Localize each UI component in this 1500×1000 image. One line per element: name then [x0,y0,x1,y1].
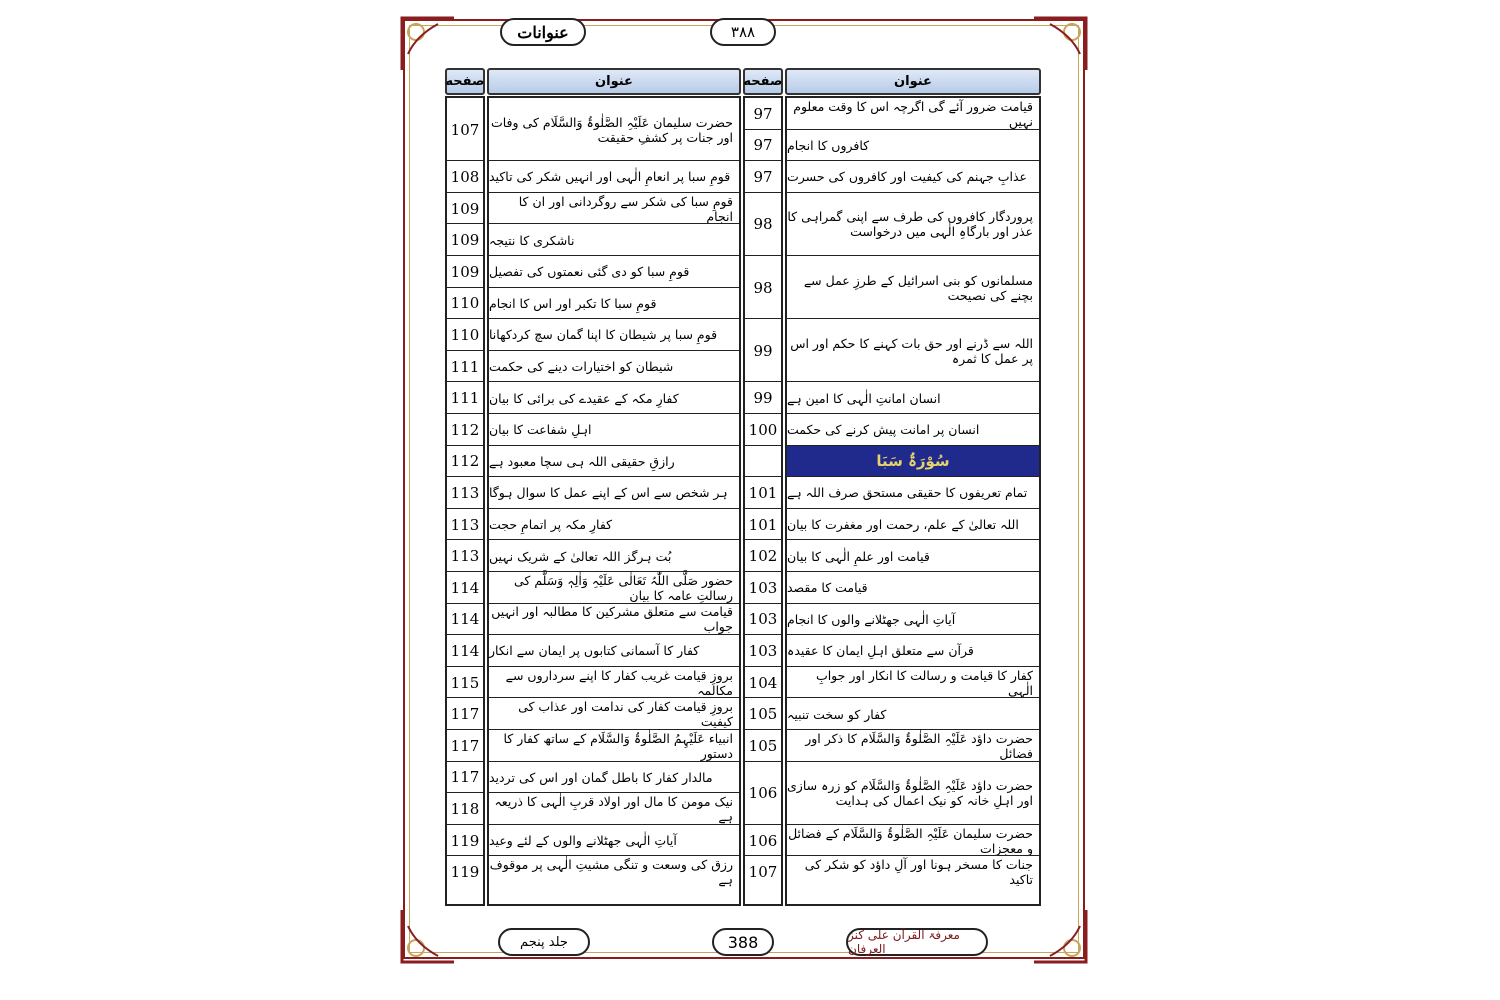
right-entry-page: 106 [748,831,778,850]
document-page [398,14,1090,966]
left-entry-page: 117 [450,768,480,787]
corner-ornament-top-left [398,14,458,74]
left-entry-title[interactable]: رازقِ حقیقی اللہ ہی سچا معبود ہے [489,453,675,469]
surah-heading: سُوْرَۃُ سَبَا [787,446,1039,478]
title-column-header-right: عنوان [785,68,1041,95]
left-entry-page: 119 [450,831,480,850]
left-entry-title[interactable]: قومِ سبا کو دی گئی نعمتوں کی تفصیل [489,264,690,280]
right-entry-title[interactable]: قیامت اور علمِ الٰہی کا بیان [787,548,930,564]
left-entry-title[interactable]: حضرت سلیمان عَلَیْہِ الصَّلٰوۃُ وَالسَّلَام کی وفات اور جنات پر کشفِ حقیقت [490,114,733,145]
left-entry-title[interactable]: کفار کا آسمانی کتابوں پر ایمان سے انکار [489,643,700,659]
left-entry-page: 112 [450,420,480,439]
left-entry-page: 114 [450,578,480,597]
left-entry-page: 110 [450,294,480,313]
left-entry-page: 111 [450,389,480,408]
left-entry-page: 114 [450,641,480,660]
right-entry-page: 105 [748,705,778,724]
left-entry-title[interactable]: انبیاء عَلَیْہِمُ الصَّلٰوۃُ وَالسَّلَام کے ساتھ کفار کا دستور [503,730,733,761]
left-entry-title[interactable]: آیاتِ الٰہی جھٹلانے والوں کے لئے وعید [489,833,677,849]
left-entry-title[interactable]: قومِ سبا پر شیطان کا اپنا گمان سچ کردکھانا [489,327,718,343]
title-column-header-left: عنوان [487,68,741,95]
right-entry-page: 103 [748,578,778,597]
right-page-column [743,96,783,906]
right-entry-title[interactable]: حضرت داؤد عَلَیْہِ الصَّلٰوۃُ وَالسَّلَام کو زرہ سازی اور اہلِ خانہ کو نیک اعمال کی ہدایت [787,778,1033,809]
left-entry-title[interactable]: کفارِ مکہ کے عقیدے کی برائی کا بیان [489,390,679,406]
right-entry-title[interactable]: آیاتِ الٰہی جھٹلانے والوں کا انجام [787,611,956,627]
right-entry-page: 107 [748,863,778,882]
left-entry-title[interactable]: ناشکری کا نتیجہ [489,232,575,248]
right-entry-title[interactable]: کفار کا قیامت و رسالت کا انکار اور جوابِ الٰہی [815,667,1033,698]
right-entry-page: 105 [748,736,778,755]
right-entry-page: 98 [753,215,773,234]
left-entry-title[interactable]: قومِ سبا کا تکبر اور اس کا انجام [489,295,657,311]
right-entry-title[interactable]: قیامت ضرور آئے گی اگرچہ اس کا وقت معلوم نہیں [793,98,1033,129]
left-entry-page: 113 [450,515,480,534]
page-column-header-left: صفحه [445,68,485,95]
right-entry-title[interactable]: انسان پر امانت پیش کرنے کی حکمت [787,422,980,438]
left-entry-title[interactable]: بروزِ قیامت کفار کی ندامت اور عذاب کی کیفیت [518,699,733,730]
left-entry-title[interactable]: مالدار کفار کا باطل گمان اور اس کی تردید [489,769,713,785]
right-entry-title[interactable]: انسان امانتِ الٰہی کا امین ہے [787,390,941,406]
left-entry-page: 109 [450,199,480,218]
left-entry-title[interactable]: ہر شخص سے اس کے اپنے عمل کا سوال ہوگا [489,485,728,501]
left-entry-title[interactable]: حضور صَلَّی اللّٰہُ تَعَالٰی عَلَیْہِ وَاٰلِہٖ وَسَلَّم کی رسالتِ عامہ کا بیان [513,572,733,603]
right-entry-page: 99 [753,389,773,408]
left-entry-page: 114 [450,610,480,629]
right-entry-title[interactable]: حضرت سلیمان عَلَیْہِ الصَّلٰوۃُ وَالسَّلَام کے فضائل و معجزات [788,825,1033,856]
right-entry-title[interactable]: کافروں کا انجام [787,137,870,153]
left-entry-page: 110 [450,325,480,344]
right-entry-title[interactable]: قرآن سے متعلق اہلِ ایمان کا عقیدہ [787,643,974,659]
right-entry-title[interactable]: حضرت داؤد عَلَیْہِ الصَّلٰوۃُ وَالسَّلَام کا ذکر اور فضائل [805,730,1033,761]
left-entry-page: 107 [450,120,480,139]
left-entry-page: 119 [450,863,480,882]
left-entry-title[interactable]: نیک مومن کا مال اور اولاد قربِ الٰہی کا ذریعہ ہے [494,793,733,824]
left-title-column [487,96,741,906]
left-entry-page: 117 [450,705,480,724]
corner-ornament-bottom-left [398,906,458,966]
left-entry-page: 115 [450,673,480,692]
corner-ornament-top-right [1030,14,1090,74]
left-page-column [445,96,485,906]
right-entry-page: 97 [753,136,773,155]
header-page-number: ۳۸۸ [710,18,776,46]
right-entry-page: 101 [748,515,778,534]
right-entry-page: 99 [753,341,773,360]
left-entry-title[interactable]: اہلِ شفاعت کا بیان [489,422,592,438]
corner-ornament-bottom-right [1030,906,1090,966]
left-entry-title[interactable]: شیطان کو اختیارات دینے کی حکمت [489,359,674,375]
left-entry-title[interactable]: رزق کی وسعت و تنگی مشیتِ الٰہی پر موقوف ہے [489,857,733,888]
left-entry-title[interactable]: بروزِ قیامت غریب کفار کا اپنے سرداروں سے مکالمہ [505,667,733,698]
right-entry-title[interactable]: اللہ سے ڈرنے اور حق بات کہنے کا حکم اور اس پر عمل کا ثمرہ [790,335,1033,366]
right-entry-page: 103 [748,610,778,629]
left-entry-page: 109 [450,262,480,281]
left-entry-title[interactable]: قومِ سبا پر انعامِ الٰہی اور انہیں شکر کی تاکید [489,169,731,185]
right-entry-title[interactable]: مسلمانوں کو بنی اسرائیل کے طرزِ عمل سے بچنے کی نصیحت [803,272,1033,303]
left-entry-page: 117 [450,736,480,755]
left-entry-title[interactable]: قیامت سے متعلق مشرکین کا مطالبہ اور انہیں جواب [491,604,733,635]
right-entry-page [745,446,781,478]
left-entry-title[interactable]: قومِ سبا کی شکر سے روگردانی اور ان کا انجام [518,193,733,224]
left-entry-page: 109 [450,231,480,250]
left-entry-page: 112 [450,452,480,471]
page-column-header-right: صفحه [743,68,783,95]
left-entry-page: 113 [450,547,480,566]
right-title-column [785,96,1041,906]
left-entry-page: 111 [450,357,480,376]
right-entry-title[interactable]: عذابِ جہنم کی کیفیت اور کافروں کی حسرت [787,169,1027,185]
left-entry-page: 108 [450,167,480,186]
right-entry-page: 98 [753,278,773,297]
right-entry-page: 104 [748,673,778,692]
book-title: معرفۃ القرآن علی کنز العرفان [846,928,988,956]
left-entry-page: 113 [450,483,480,502]
right-entry-page: 97 [753,167,773,186]
right-entry-page: 103 [748,641,778,660]
right-entry-title[interactable]: جنات کا مسخر ہونا اور آلِ داؤد کو شکر کی تاکید [804,857,1033,888]
left-entry-page: 118 [450,799,480,818]
right-entry-title[interactable]: تمام تعریفوں کا حقیقی مستحق صرف اللہ ہے [787,485,1028,501]
right-entry-title[interactable]: پروردگار کافروں کی طرف سے اپنی گمراہی کا عذر اور بارگاہِ الٰہی میں درخواست [787,209,1033,240]
right-entry-title[interactable]: اللہ تعالیٰ کے علم، رحمت اور مغفرت کا بیان [787,517,1019,533]
right-entry-page: 106 [748,784,778,803]
left-entry-title[interactable]: کفارِ مکہ پر اتمامِ حجت [489,517,613,533]
footer-page-number: 388 [712,928,774,956]
volume-label: جلد پنجم [498,928,590,956]
right-entry-title[interactable]: قیامت کا مقصد [787,580,868,596]
section-title: عنوانات [500,18,586,46]
right-entry-page: 102 [748,547,778,566]
right-entry-title[interactable]: کفار کو سخت تنبیہ [787,706,887,722]
right-entry-page: 97 [753,104,773,123]
left-entry-title[interactable]: بُت ہرگز اللہ تعالیٰ کے شریک نہیں [489,548,672,564]
right-entry-page: 100 [748,420,778,439]
right-entry-page: 101 [748,483,778,502]
